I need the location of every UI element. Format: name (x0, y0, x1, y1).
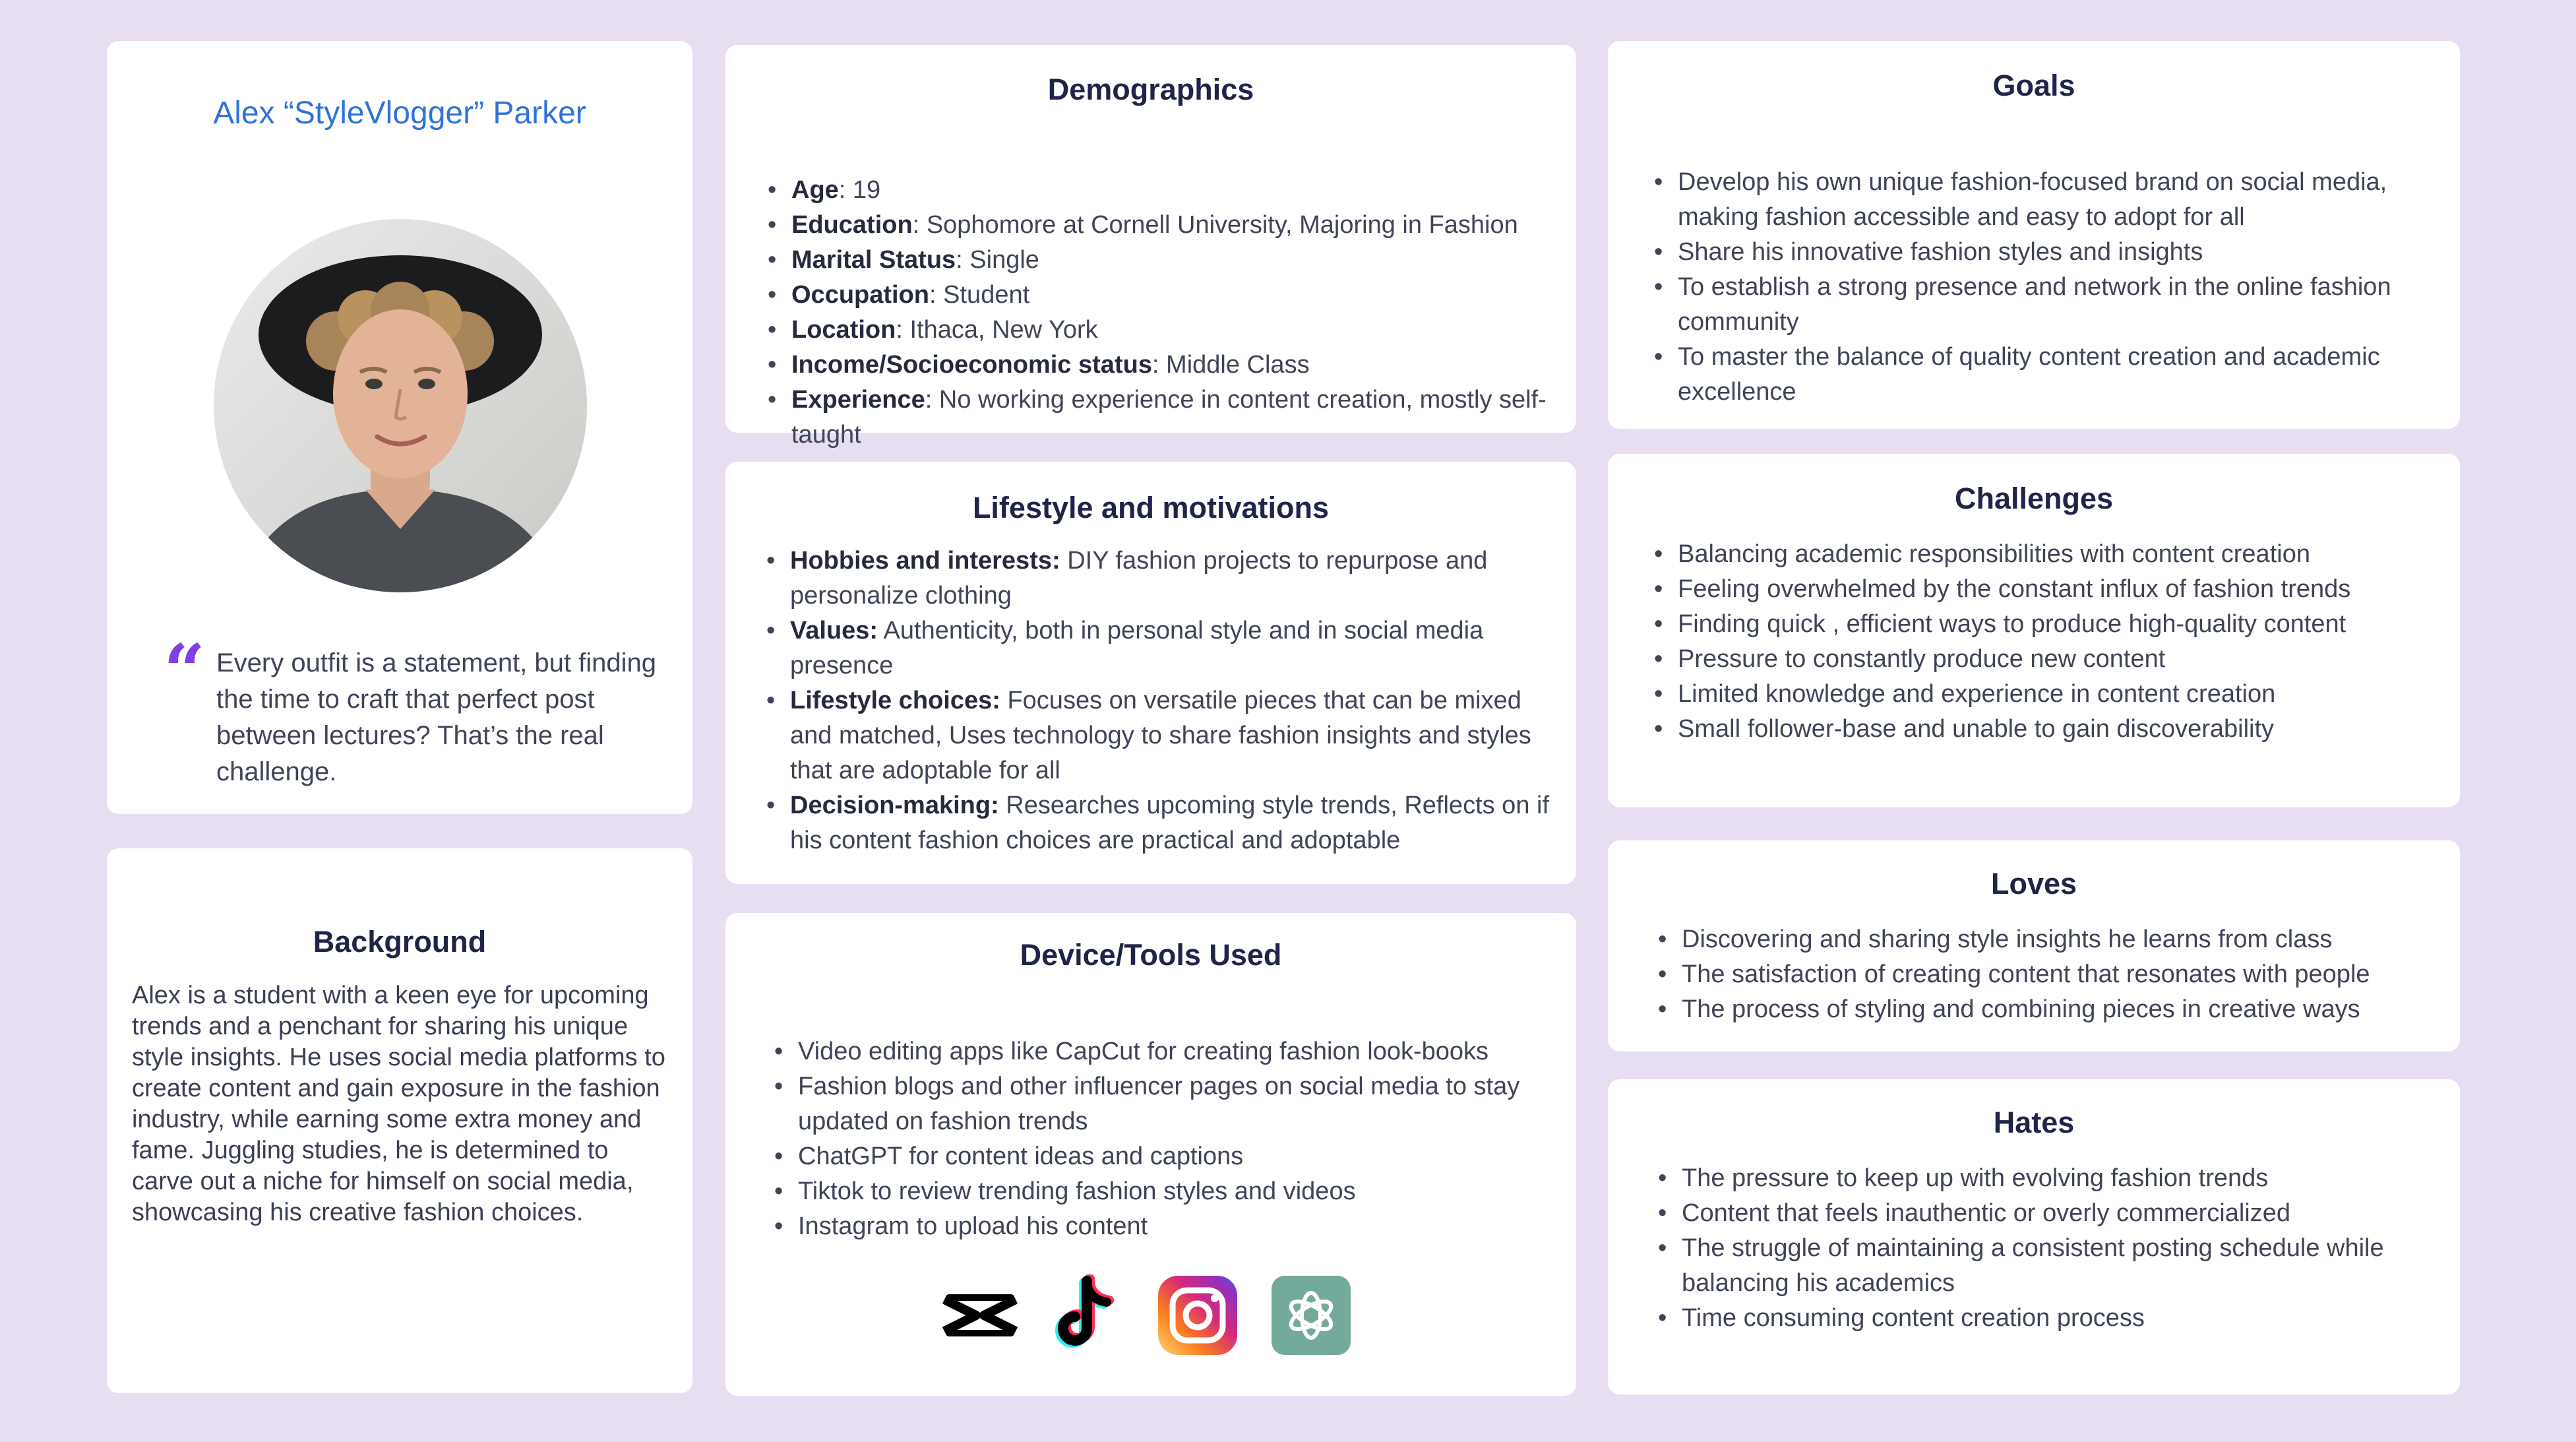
devices-list (798, 1034, 1563, 1244)
challenges-title: Challenges (1954, 482, 2114, 515)
devices-item: • Tiktok to review trending fashion styles and videos (798, 1174, 1563, 1209)
item-value: Ithaca, New York (909, 316, 1098, 344)
challenges-item: • Small follower-base and unable to gain discoverability (1678, 712, 2443, 747)
item-value: No working experience in content creation, mostly self-taught (791, 386, 1547, 449)
background-title: Background (313, 925, 487, 958)
lifestyle-list (790, 544, 1555, 858)
goals-list (1678, 165, 2443, 410)
loves-card (1608, 840, 2460, 1051)
item-label: Hobbies and interests: (790, 547, 1060, 575)
item-separator: : (925, 386, 939, 414)
demographics-item (791, 278, 1556, 313)
tiktok-icon (1046, 1274, 1128, 1356)
challenges-item: • Finding quick , efficient ways to produce high-quality content (1678, 607, 2443, 642)
loves-item: • The process of styling and combining pieces in creative ways (1682, 992, 2447, 1027)
loves-item: • The satisfaction of creating content that resonates with people (1682, 957, 2447, 992)
loves-item: • Discovering and sharing style insights he learns from class (1682, 922, 2447, 957)
loves-list (1682, 922, 2447, 1027)
challenges-item: • Pressure to constantly produce new content (1678, 642, 2443, 677)
item-value: 19 (852, 176, 881, 204)
item-value: Authenticity, both in personal style and in social media presence (790, 617, 1484, 679)
devices-item: • Instagram to upload his content (798, 1209, 1563, 1244)
hates-item: • Time consuming content creation process (1682, 1301, 2447, 1336)
item-label: Occupation (791, 281, 930, 309)
demographics-title: Demographics (1047, 73, 1254, 106)
challenges-list (1678, 537, 2443, 747)
item-label: Experience (791, 386, 925, 414)
demographics-list (791, 173, 1556, 453)
item-label: Lifestyle choices: (790, 687, 1000, 714)
loves-title: Loves (1990, 867, 2077, 900)
lifestyle-item (790, 683, 1555, 788)
devices-card (725, 913, 1576, 1396)
hates-title: Hates (1993, 1106, 2075, 1139)
devices-item: • ChatGPT for content ideas and captions (798, 1139, 1563, 1174)
hates-item: • The struggle of maintaining a consistent posting schedule while balancing his academics (1682, 1231, 2447, 1301)
demographics-item (791, 313, 1556, 348)
lifestyle-card (725, 462, 1576, 884)
item-value: Focuses on versatile pieces that can be mixed and matched, Uses technology to share fashion insights and styles that are adoptable for all (790, 687, 1531, 784)
hates-card (1608, 1079, 2460, 1395)
item-value: Student (943, 281, 1030, 309)
item-value: Researches upcoming style trends, Reflects on if his content fashion choices are practical and adoptable (790, 792, 1550, 854)
tool-logos (939, 1274, 1427, 1367)
item-label: Location (791, 316, 896, 344)
item-separator: : (1151, 351, 1167, 379)
demographics-item (791, 173, 1556, 208)
challenges-item: • Limited knowledge and experience in content creation (1678, 677, 2443, 712)
item-label: Decision-making: (790, 792, 999, 819)
goals-item: • Develop his own unique fashion-focused brand on social media, making fashion accessible and easy to adopt for all (1678, 165, 2443, 235)
devices-item: • Fashion blogs and other influencer pages on social media to stay updated on fashion trends (798, 1069, 1563, 1139)
quote-icon: “ (164, 628, 206, 713)
persona-name: Alex “StyleVlogger” Parker (213, 96, 586, 131)
challenges-item: • Balancing academic responsibilities with content creation (1678, 537, 2443, 572)
item-separator: : (929, 281, 944, 309)
profile-card (107, 41, 692, 814)
item-value: Sophomore at Cornell University, Majoring in Fashion (926, 211, 1518, 239)
item-label: Marital Status (791, 246, 956, 274)
goals-item: • Share his innovative fashion styles and insights (1678, 235, 2443, 270)
lifestyle-item (790, 613, 1555, 683)
demographics-item (791, 348, 1556, 383)
item-separator: : (896, 316, 910, 344)
item-value: DIY fashion projects to repurpose and personalize clothing (790, 547, 1488, 610)
instagram-icon (1157, 1274, 1239, 1356)
goals-item: • To master the balance of quality content creation and academic excellence (1678, 340, 2443, 410)
chatgpt-icon (1270, 1274, 1352, 1356)
avatar-portrait-image (214, 219, 587, 592)
hates-item: • Content that feels inauthentic or overly commercialized (1682, 1196, 2447, 1231)
hates-list (1682, 1161, 2447, 1336)
devices-title: Device/Tools Used (1020, 938, 1282, 972)
capcut-icon (939, 1274, 1021, 1356)
challenges-item: • Feeling overwhelmed by the constant influx of fashion trends (1678, 572, 2443, 607)
item-label: Education (791, 211, 913, 239)
lifestyle-title: Lifestyle and motivations (972, 491, 1330, 524)
item-separator: : (838, 176, 853, 204)
hates-item: • The pressure to keep up with evolving fashion trends (1682, 1161, 2447, 1196)
background-card (107, 848, 692, 1393)
persona-quote: Every outfit is a statement, but finding the time to craft that perfect post between lectures? That’s the real challenge. (216, 648, 657, 786)
item-label: Income/Socioeconomic status (791, 351, 1152, 379)
goals-item: • To establish a strong presence and network in the online fashion community (1678, 270, 2443, 340)
demographics-item (791, 383, 1556, 453)
challenges-card (1608, 454, 2460, 807)
lifestyle-item (790, 788, 1555, 858)
item-value: Middle Class (1166, 351, 1310, 379)
devices-item: • Video editing apps like CapCut for creating fashion look-books (798, 1034, 1563, 1069)
demographics-item (791, 208, 1556, 243)
demographics-card (725, 45, 1576, 449)
item-separator: : (912, 211, 927, 239)
goals-title: Goals (1992, 69, 2075, 102)
goals-card (1608, 41, 2460, 429)
item-separator: : (956, 246, 970, 274)
demographics-item (791, 243, 1556, 278)
avatar (214, 219, 587, 592)
lifestyle-item (790, 544, 1555, 613)
item-value: Single (969, 246, 1039, 274)
background-text: Alex is a student with a keen eye for upcoming trends and a penchant for sharing his unique style insights. He uses social media platforms to create content and gain exposure in the fashion industry, while earning some extra money and fame. Juggling studies, he is determined to carve out a niche for himself on social media, showcasing his creative fashion choices. (132, 982, 665, 1226)
item-label: Age (791, 176, 839, 204)
item-label: Values: (790, 617, 878, 644)
